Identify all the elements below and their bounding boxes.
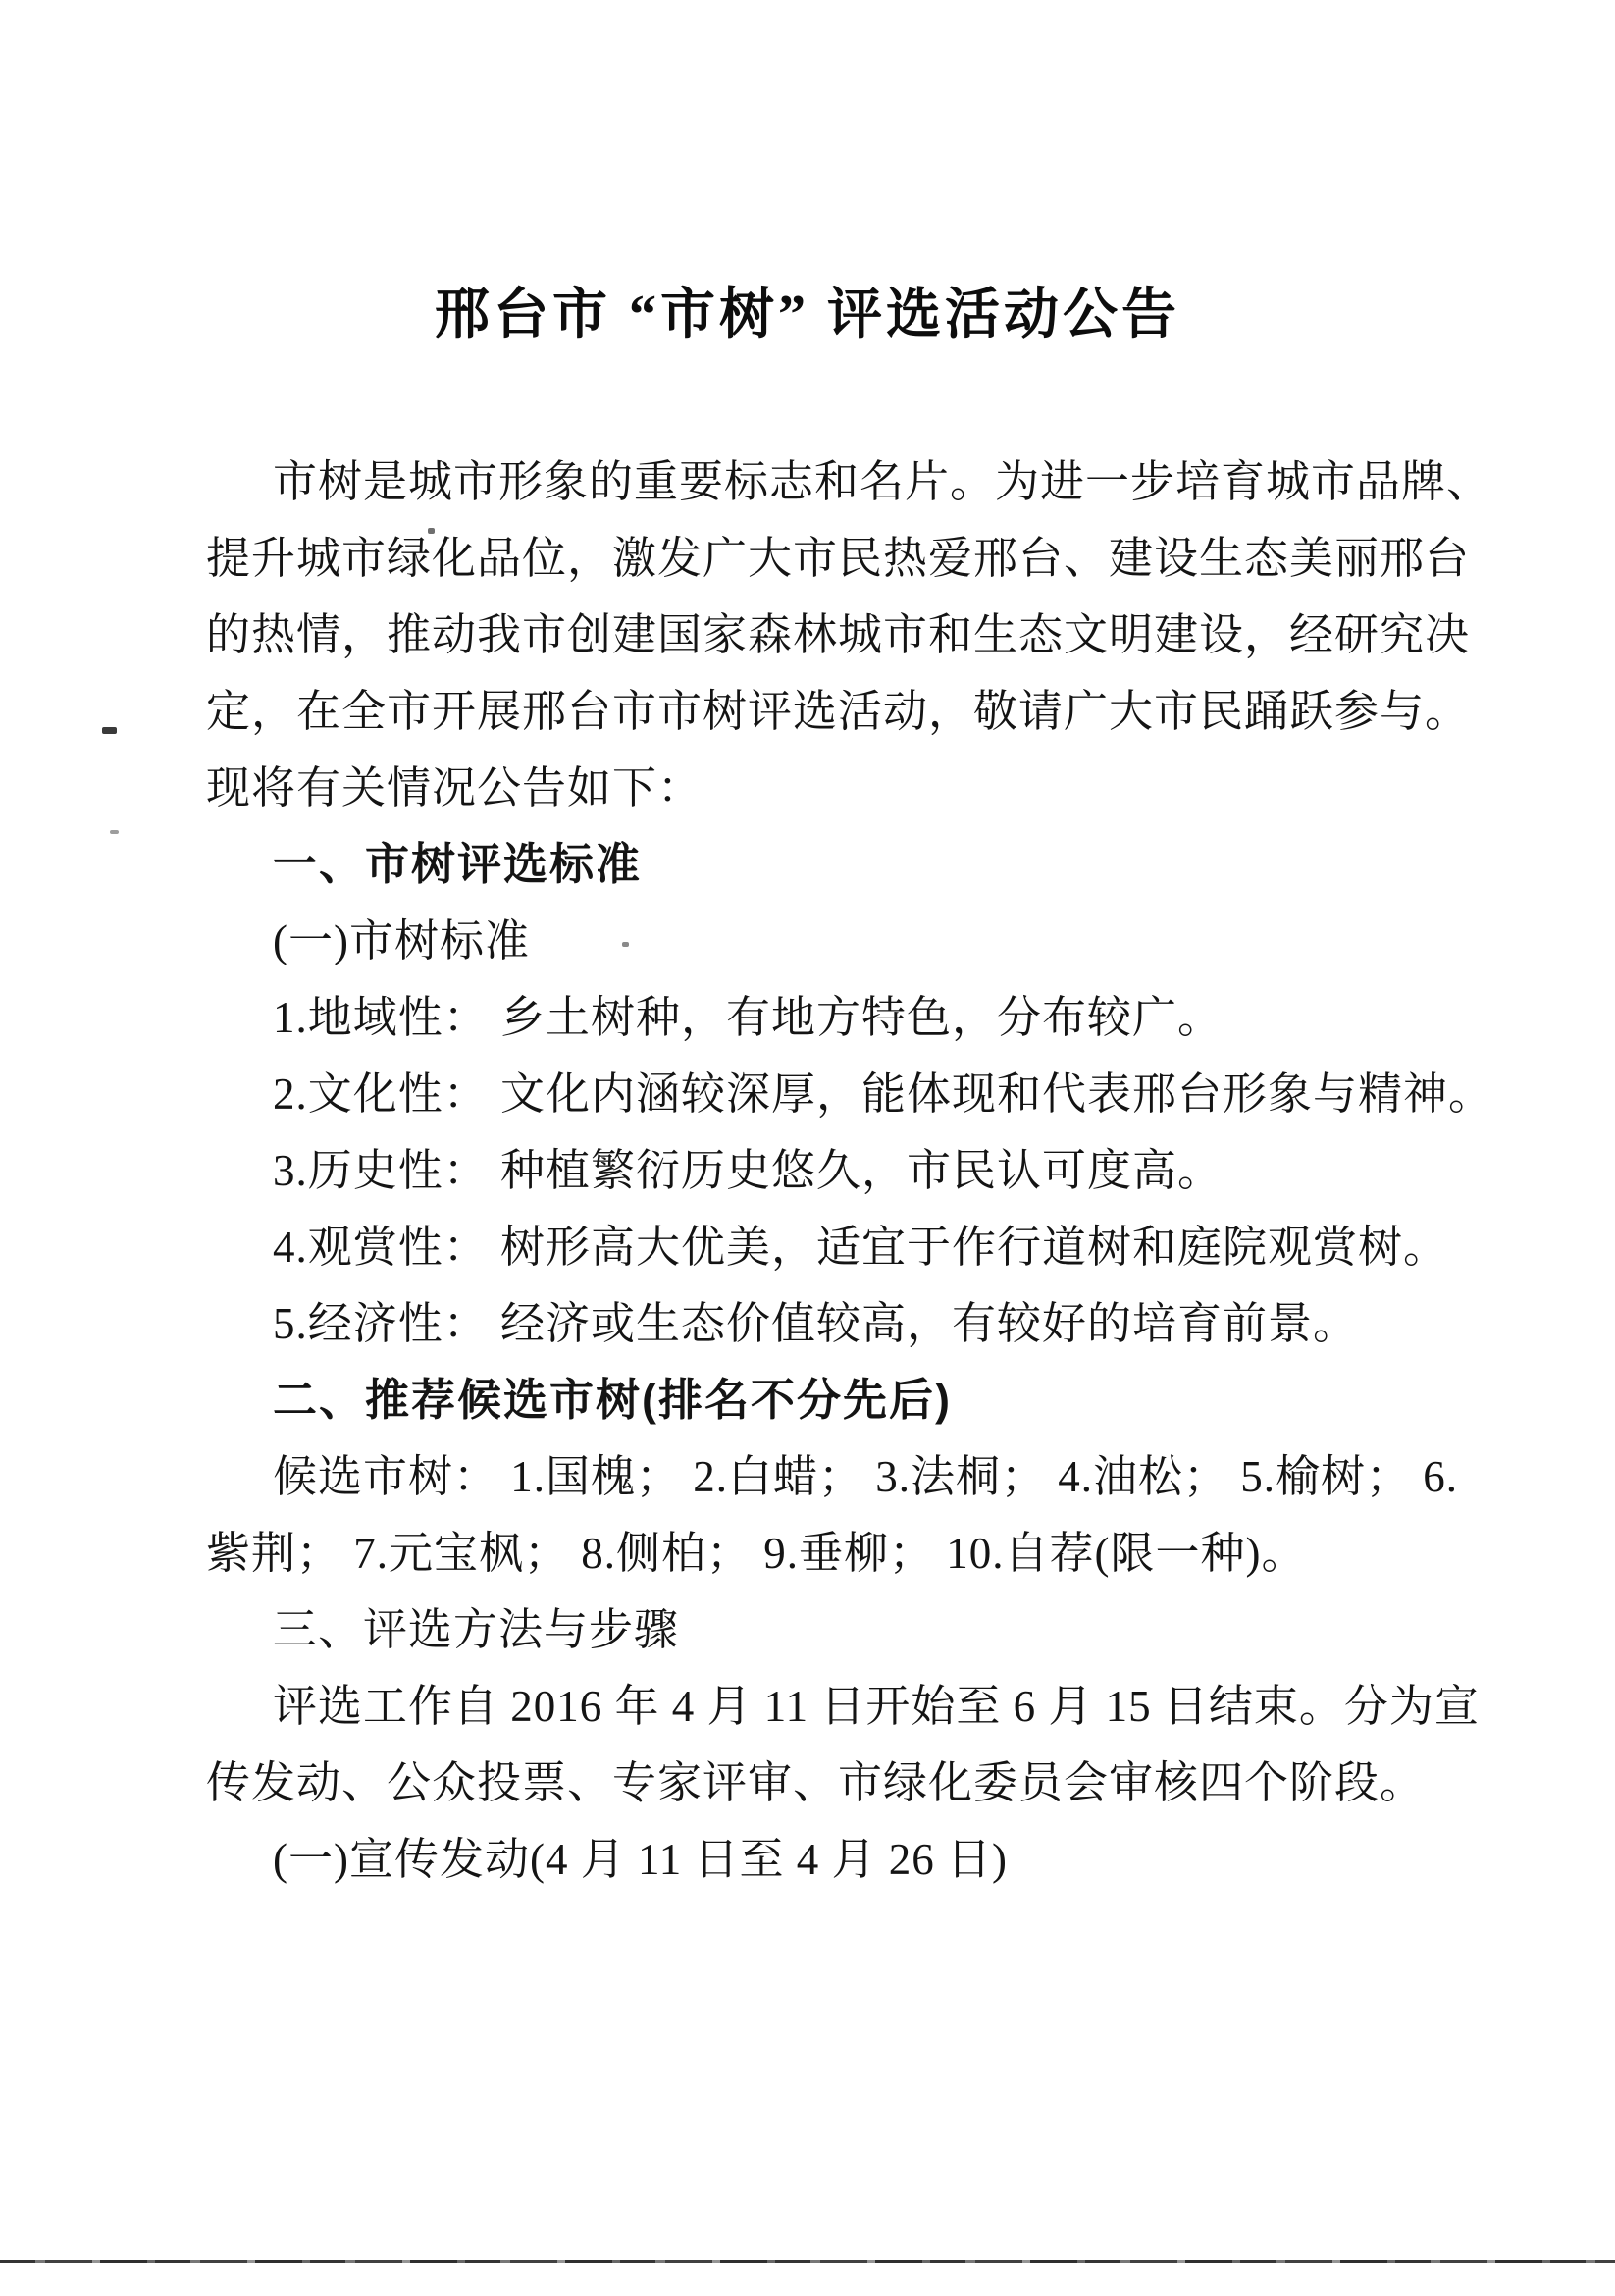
- scan-artifact-line: [0, 2260, 1615, 2263]
- document-title: 邢台市 “市树” 评选活动公告: [435, 285, 1180, 345]
- text-line: 一、市树评选标准: [273, 839, 643, 889]
- text-line: 提升城市绿化品位，激发广大市民热爱邢台、建设生态美丽邢台: [206, 534, 1471, 583]
- text-line: 候选市树： 1.国槐； 2.白蜡； 3.法桐； 4.油松； 5.榆树； 6.: [273, 1452, 1459, 1501]
- text-line: 的热情，推动我市创建国家森林城市和生态文明建设，经研究决: [206, 610, 1471, 659]
- text-line: 现将有关情况公告如下：: [206, 763, 703, 812]
- text-line: 二、推荐候选市树(排名不分先后): [273, 1375, 952, 1425]
- text-line: (一)市树标准: [273, 916, 530, 965]
- text-line: 4.观赏性： 树形高大优美，适宜于作行道树和庭院观赏树。: [273, 1223, 1449, 1272]
- scan-speck: [428, 528, 435, 534]
- text-line: 市树是城市形象的重要标志和名片。为进一步培育城市品牌、: [273, 457, 1492, 506]
- text-line: 紫荆； 7.元宝枫； 8.侧柏； 9.垂柳； 10.自荐(限一种)。: [206, 1529, 1307, 1578]
- text-line: 2.文化性： 文化内涵较深厚，能体现和代表邢台形象与精神。: [273, 1070, 1494, 1119]
- text-line: (一)宣传发动(4 月 11 日至 4 月 26 日): [273, 1835, 1009, 1884]
- text-line: 三、评选方法与步骤: [273, 1605, 680, 1654]
- document-body: [206, 444, 1511, 1898]
- text-line: 传发动、公众投票、专家评审、市绿化委员会审核四个阶段。: [206, 1758, 1426, 1807]
- text-line: 定，在全市开展邢台市市树评选活动，敬请广大市民踊跃参与。: [206, 687, 1471, 736]
- text-line: 5.经济性： 经济或生态价值较高，有较好的培育前景。: [273, 1299, 1359, 1348]
- scan-speck: [622, 942, 629, 947]
- text-line: 3.历史性： 种植繁衍历史悠久，市民认可度高。: [273, 1146, 1224, 1195]
- text-line: 评选工作自 2016 年 4 月 11 日开始至 6 月 15 日结束。分为宣: [273, 1682, 1480, 1731]
- text-line: 1.地域性： 乡土树种，有地方特色，分布较广。: [273, 993, 1224, 1042]
- scan-speck: [102, 727, 117, 734]
- scan-speck: [110, 830, 119, 834]
